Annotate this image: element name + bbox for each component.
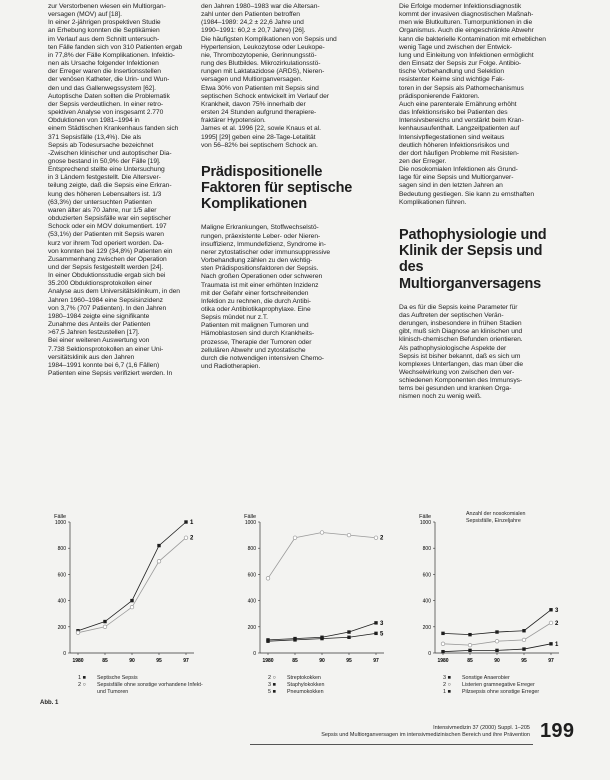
legend-label: Pilzsepsis ohne sonstige Erreger	[462, 688, 540, 695]
text-column-1	[48, 3, 193, 378]
chart-1-svg	[36, 508, 211, 678]
figure-label: Abb. 1	[40, 700, 59, 706]
series-line	[268, 532, 376, 578]
data-point	[374, 536, 378, 540]
data-point	[468, 649, 471, 652]
legend-label: Pneumokokken	[287, 688, 324, 695]
legend-marker: 3 ■	[443, 675, 451, 681]
x-tick-label: 90	[494, 658, 500, 664]
legend-label: Sepsisfälle ohne sonstige vorhandene Infekt- und Tumoren	[97, 681, 203, 695]
chart-1	[36, 508, 211, 728]
chart-3-legend	[443, 675, 539, 695]
series-end-label: 2	[380, 535, 384, 542]
chart-3-svg	[401, 508, 576, 678]
footer-rule	[250, 744, 533, 745]
y-tick-label: 400	[247, 598, 256, 605]
chart-3	[401, 508, 576, 728]
data-point	[522, 629, 525, 632]
series-line	[78, 522, 186, 631]
data-point	[549, 642, 552, 645]
legend-label: Sonstige Anaerobier	[462, 675, 510, 681]
data-point	[293, 638, 296, 641]
legend-item	[443, 675, 539, 682]
data-point	[320, 531, 324, 535]
legend-marker: 3 ■	[268, 681, 276, 688]
series-end-label: 2	[555, 620, 559, 627]
data-point	[130, 605, 134, 609]
page-number: 199	[540, 720, 575, 742]
data-point	[441, 632, 444, 635]
x-tick-label: 97	[183, 658, 189, 664]
data-point	[549, 608, 552, 611]
section-heading-pathophysiology: Pathophysiologie und Klinik der Sepsis und des Multiorganversagens	[399, 226, 547, 292]
data-point	[293, 536, 297, 540]
paragraph: Da es für die Sepsis keine Parameter für das Auftreten der septischen Verän- derungen, insbesondere in frühen Stadien gibt, muß sich Diagnose an klinischen und klinisch-chemischen Befunden orientieren. Als pathophysiologische Aspekte der Sepsis ist bisher bekannt, daß es sich um komplexes Unterfangen, das man über die Wechselwirkung von zwischen den ver- schiedenen Komponenten des Immunsys- tems bei gesunden und kranken Orga- nismen noch zu wenig weiß.	[399, 303, 524, 401]
data-point	[184, 536, 188, 540]
data-point	[347, 533, 351, 537]
data-point	[522, 638, 526, 642]
text-column-2	[201, 3, 386, 371]
x-tick-label: 1980	[262, 658, 274, 664]
y-tick-label: 400	[422, 598, 431, 605]
y-tick-label: 1000	[244, 520, 256, 526]
data-point	[441, 642, 445, 646]
x-tick-label: 85	[102, 658, 108, 664]
legend-item	[268, 675, 324, 682]
y-tick-label: 200	[247, 624, 256, 631]
y-tick-label: 200	[422, 624, 431, 631]
data-point	[130, 599, 133, 602]
data-point	[320, 637, 323, 640]
y-tick-label: 0	[63, 651, 66, 657]
data-point	[374, 632, 377, 635]
chart-1-legend	[78, 675, 211, 695]
data-point	[468, 643, 472, 647]
y-tick-label: 800	[247, 546, 256, 553]
x-tick-label: 97	[548, 658, 554, 664]
y-tick-label: 600	[247, 572, 256, 579]
y-axis-label: Fälle	[419, 514, 431, 520]
legend-marker: 1 ■	[443, 688, 451, 695]
series-end-label: 3	[555, 607, 559, 614]
data-point	[266, 640, 269, 643]
legend-label: Streptokokken	[287, 675, 321, 681]
y-tick-label: 0	[253, 651, 256, 657]
x-tick-label: 90	[319, 658, 325, 664]
legend-item	[78, 682, 211, 696]
y-tick-label: 1000	[419, 520, 431, 526]
chart-2-svg	[226, 508, 401, 678]
legend-label: Septische Sepsis	[97, 675, 138, 681]
y-tick-label: 800	[57, 546, 66, 553]
legend-marker: 1 ■	[78, 675, 86, 681]
chart-2	[226, 508, 401, 728]
legend-item	[443, 689, 539, 696]
series-line	[78, 538, 186, 633]
x-tick-label: 85	[292, 658, 298, 664]
data-point	[549, 621, 553, 625]
data-point	[157, 560, 161, 564]
data-point	[157, 544, 160, 547]
figure-charts	[36, 508, 576, 728]
y-tick-label: 800	[422, 546, 431, 553]
data-point	[522, 647, 525, 650]
x-tick-label: 1980	[437, 658, 449, 664]
legend-item	[268, 682, 324, 689]
data-point	[495, 649, 498, 652]
x-tick-label: 95	[521, 658, 527, 664]
legend-label: Staphylokokken	[287, 681, 325, 688]
section-heading-predisposition: Prädispositionelle Faktoren für septische Komplikationen	[201, 163, 353, 213]
x-tick-label: 1980	[72, 658, 84, 664]
data-point	[103, 625, 107, 629]
y-tick-label: 200	[57, 624, 66, 631]
text-column-3	[399, 3, 557, 402]
series-end-label: 3	[380, 620, 384, 627]
series-end-label: 1	[555, 641, 559, 648]
data-point	[184, 520, 187, 523]
series-end-label: 1	[190, 520, 194, 526]
data-point	[468, 633, 471, 636]
series-end-label: 5	[380, 631, 384, 638]
legend-marker: 2 ○	[78, 681, 86, 688]
chart-2-legend	[268, 675, 324, 695]
y-tick-label: 400	[57, 598, 66, 605]
x-tick-label: 95	[346, 658, 352, 664]
legend-item	[268, 689, 324, 696]
y-axis-label: Fälle	[54, 514, 66, 520]
x-tick-label: 95	[156, 658, 162, 664]
paragraph: zur Verstorbenen wiesen ein Multiorgan- versagen (MOV) auf [18]. In einer 2-jährigen prospektiven Studie an Erhebung konnten die Septikämien im Verlauf aus dem Schnitt untersuch- ten Fälle fanden sich von 310 Patienten ergab in 77,8% der Fälle Komplikationen. Infektio- nen als Ursache folgender Infektionen der Erreger waren die Insertionsstellen der venösen Katheter, die Urin- und Wun- den und das Gallenwegssystem [62]. Autoptische Daten sollten die Problematik der Sepsis verdeutlichen. In einer retro- spektiven Analyse von insgesamt 2.770 Obduktionen von 1981–1994 in einem Städtischen Krankenhaus fanden sich 371 Sepsisfälle (13,4%). Die als Sepsis ab Todesursache bezeichnet -Zwischen klinischer und autoptischer Dia- gnose bestand in 50,9% der Fälle [19]. Entsprechend stellte eine Untersuchung in 3 Ländern festgestellt. Die Altersver- teilung zeigte, daß die Sepsis eine Erkran- kung des höheren Lebensalters ist. 1/3 (63,3%) der untersuchten Patienten waren älter als 70 Jahre, nur 1/5 aller obduzierten Sepsisfälle war ein septischer Schock oder ein MOV dokumentiert. 197 (53,1%) der Patienten mit Sepsis waren kurz vor ihrem Tod operiert worden. Da- von konnten bei 129 (34,8%) Patienten ein Zusammenhang zwischen der Operation und der Sepsis festgestellt werden [24]. In einer Obduktionsstudie ergab sich bei 35.200 Obduktionsprotokollen einer Analyse aus dem Universitätsklinikum, in den Jahren 1960–1984 eine Sepsisinzidenz von 3,7% (707 Patienten). In den Jahren 1980–1984 zeigte eine signifikante Zunahme des Anteils der Patienten >67,5 Jahren festzustellen [17]. Bei einer weiteren Auswertung von 7.738 Sektionsprotokollen an einer Uni- versitätsklinik aus den Jahren 1984–1991 konnte bei 6,7 (1,6 Fällen) Patienten eine Sepsis verifiziert werden. In	[48, 3, 183, 378]
paragraph: Maligne Erkrankungen, Stoffwechselstö- rungen, präexistente Leber- oder Nieren- insuffizienz, Immundefizienz, Syndrome in- nerer zytostatischer oder immunsuppressive Vorbehandlung zählen zu den wichtig- sten Prädispositionsfaktoren der Sepsis. Nach großen Operationen oder schweren Traumata ist mit einer erhöhten Inzidenz mit der Gefahr einer fortschreitenden Infektion zu rechnen, die durch Antibi- otika oder Antibiotikaprophylaxe. Eine Sepsis mündet nur z.T. Patienten mit malignen Tumoren und Hämoblastosen sind durch Krankheits- prozesse, Therapie der Tumoren oder zellulären Abwehr und zytostatische durch die notwendigen intensiven Chemo- und Radiotherapien.	[201, 224, 331, 371]
data-point	[495, 630, 498, 633]
paragraph: Die Erfolge moderner Infektionsdiagnostik kommt der invasiven diagnostischen Maßnah- men wie Blutkulturen. Tumorpunktionen in die Organismus. Auch die eingeschränkte Abwehr kann die bakterielle Kontamination mit erheblichen wenig Tage und zwischen der Entwick- lung und Einleitung von Infektionen ermöglicht den Einsatz der Sepsis zur Folge. Antibio- tische Vorbehandlung und Selektion resistenter Keime sind wichtige Fak- toren in der Sepsis als Pathomechanismus prädisponierende Faktoren. Auch eine parenterale Ernährung erhöht das Infektionsrisiko bei Patienten des Intensivsbereichs und verstärkt beim Kran- kenhausaufenthalt. Langzeitpatienten auf Intensivpflegestationen sind weitaus deutlich höheren Infektionsrisikos und der dort häufigen Probleme mit Resisten- zen der Erreger. Die nosokomialen Infektionen als Grund- lage für eine Sepsis und Multiorganver- sagen sind in den letzten Jahren an Bedeutung gestiegen. Sie kann zu ernsthaften Komplikationen führen.	[399, 3, 546, 206]
paragraph: den Jahren 1980–1983 war die Altersan- zahl unter den Patienten betroffen (1984–1989: 24,2 ± 22,6 Jahre und 1990–1991: 60,2 ± 20,7 Jahre) [26]. Die häufigsten Komplikationen von Sepsis und Hypertension, Leukozytose oder Leukope- nie, Thrombozytopenie, Gerinnungsstö- rung des Blutbildes. Mikrozirkulationsstö- rungen mit Laktatazidose (ARDS), Nieren- versagen und Multiorganversagen. Etwa 30% von Patienten mit Sepsis sind septischen Schock entwickelt im Verlauf der Krankheit, davon 75% innerhalb der ersten 24 Stunden aufgrund therapiere- fraktärer Hypotension. James et al. 1996 [22, sowie Knaus et al. 1995] [29] geben eine 28-Tage-Letalität von 56–82% bei septischem Schock an.	[201, 3, 337, 149]
x-tick-label: 85	[467, 658, 473, 664]
series-end-label: 2	[190, 535, 194, 542]
data-point	[495, 639, 499, 643]
data-point	[347, 630, 350, 633]
data-point	[374, 621, 377, 624]
legend-marker: 5 ■	[268, 688, 276, 695]
y-tick-label: 600	[422, 572, 431, 579]
data-point	[76, 631, 80, 635]
legend-marker: 2 ○	[443, 681, 451, 688]
data-point	[266, 577, 270, 581]
legend-label: Listerien gramnegative Erreger	[462, 681, 535, 688]
data-point	[441, 650, 444, 653]
y-axis-label: Fälle	[244, 514, 256, 520]
data-point	[347, 636, 350, 639]
chart-3-note: Anzahl der nosokomialen Sepsisfälle, Einzeljahre	[466, 511, 526, 524]
data-point	[103, 620, 106, 623]
y-tick-label: 600	[57, 572, 66, 579]
x-tick-label: 90	[129, 658, 135, 664]
legend-item	[78, 675, 211, 682]
x-tick-label: 97	[373, 658, 379, 664]
page-footer: Intensivmedizin 37 (2000) Suppl. 1–205 Sepsis und Multiorganversagen im intensivmedizinischen Bereich und ihre Prävention	[321, 725, 530, 738]
y-tick-label: 1000	[54, 520, 66, 526]
legend-item	[443, 682, 539, 689]
y-tick-label: 0	[428, 651, 431, 657]
legend-marker: 2 ○	[268, 675, 276, 681]
